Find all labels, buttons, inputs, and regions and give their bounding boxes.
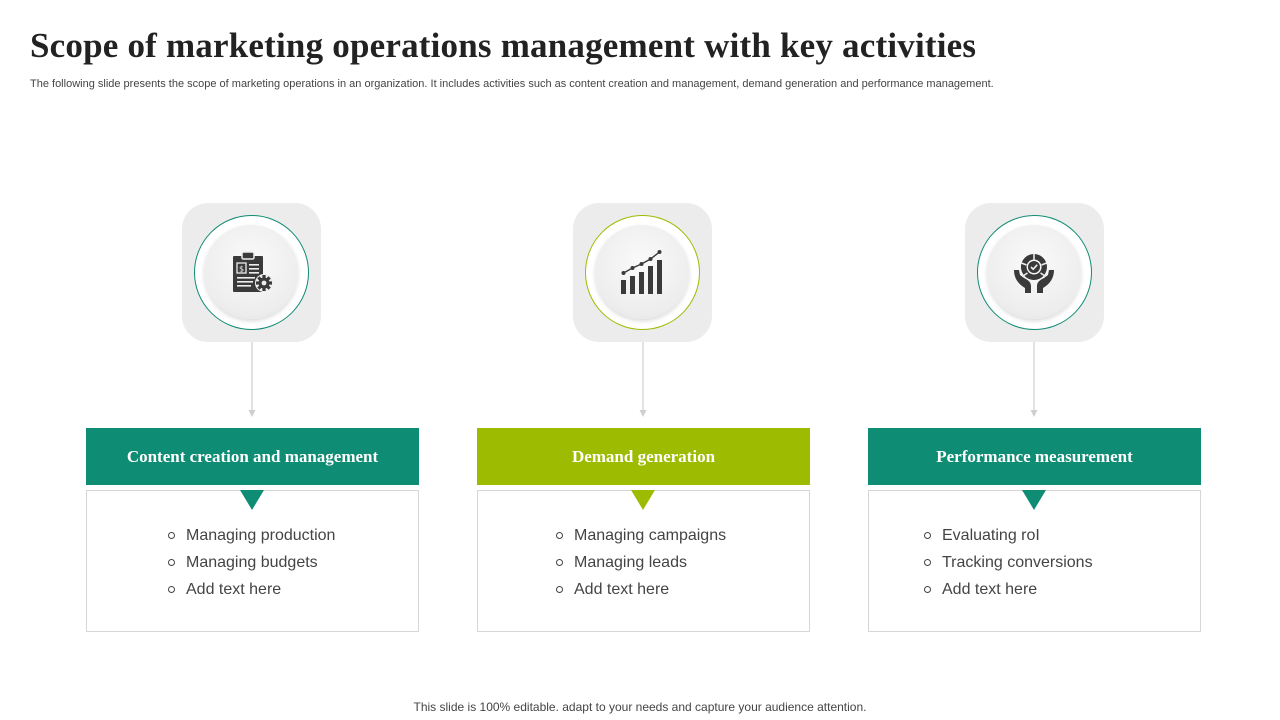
- bullet-icon: [556, 532, 563, 539]
- list-item: Add text here: [924, 576, 1093, 603]
- pointer-triangle: [631, 490, 655, 510]
- icon-ring: [977, 215, 1092, 330]
- list-item: Managing campaigns: [556, 522, 726, 549]
- icon-tile: [182, 203, 321, 342]
- bullet-icon: [924, 532, 931, 539]
- activity-list: [168, 522, 335, 603]
- bullet-icon: [556, 559, 563, 566]
- growth-bar-chart-icon: [617, 247, 667, 297]
- activity-column-demand-generation: [477, 0, 810, 720]
- slide-footer: This slide is 100% editable. adapt to your needs and capture your audience attention.: [413, 700, 867, 714]
- list-item: Managing leads: [556, 549, 726, 576]
- activity-column-performance-measurement: [868, 0, 1201, 720]
- bullet-icon: [168, 559, 175, 566]
- bullet-icon: [924, 586, 931, 593]
- list-item: Tracking conversions: [924, 549, 1093, 576]
- connector-arrow: [637, 342, 649, 418]
- list-item: Managing production: [168, 522, 335, 549]
- svg-text:$: $: [238, 264, 245, 274]
- icon-ring: [194, 215, 309, 330]
- bullet-icon: [168, 586, 175, 593]
- hands-gauge-icon: [1010, 248, 1058, 296]
- activity-list: [924, 522, 1093, 603]
- activity-heading: Performance measurement: [936, 446, 1133, 466]
- heading-bar: [477, 428, 810, 485]
- heading-bar: [868, 428, 1201, 485]
- clipboard-gear-icon: [227, 248, 275, 296]
- activity-list: [556, 522, 726, 603]
- activity-column-content-creation: [86, 0, 419, 720]
- list-item: Managing budgets: [168, 549, 335, 576]
- pointer-triangle: [240, 490, 264, 510]
- activity-heading: Content creation and management: [126, 446, 379, 466]
- list-item: Add text here: [556, 576, 726, 603]
- slide-subtitle: The following slide presents the scope of marketing operations in an organization. It includes activities such as content creation and management, demand generation and performance management.: [30, 78, 994, 90]
- list-item: Add text here: [168, 576, 335, 603]
- icon-tile: [965, 203, 1104, 342]
- icon-tile: [573, 203, 712, 342]
- connector-arrow: [246, 342, 258, 418]
- slide-title: Scope of marketing operations management with key activities: [30, 26, 977, 65]
- bullet-icon: [168, 532, 175, 539]
- heading-bar: [86, 428, 419, 485]
- pointer-triangle: [1022, 490, 1046, 510]
- list-item: Evaluating roI: [924, 522, 1093, 549]
- icon-ring: [585, 215, 700, 330]
- bullet-icon: [556, 586, 563, 593]
- connector-arrow: [1028, 342, 1040, 418]
- activity-heading: Demand generation: [571, 446, 716, 466]
- bullet-icon: [924, 559, 931, 566]
